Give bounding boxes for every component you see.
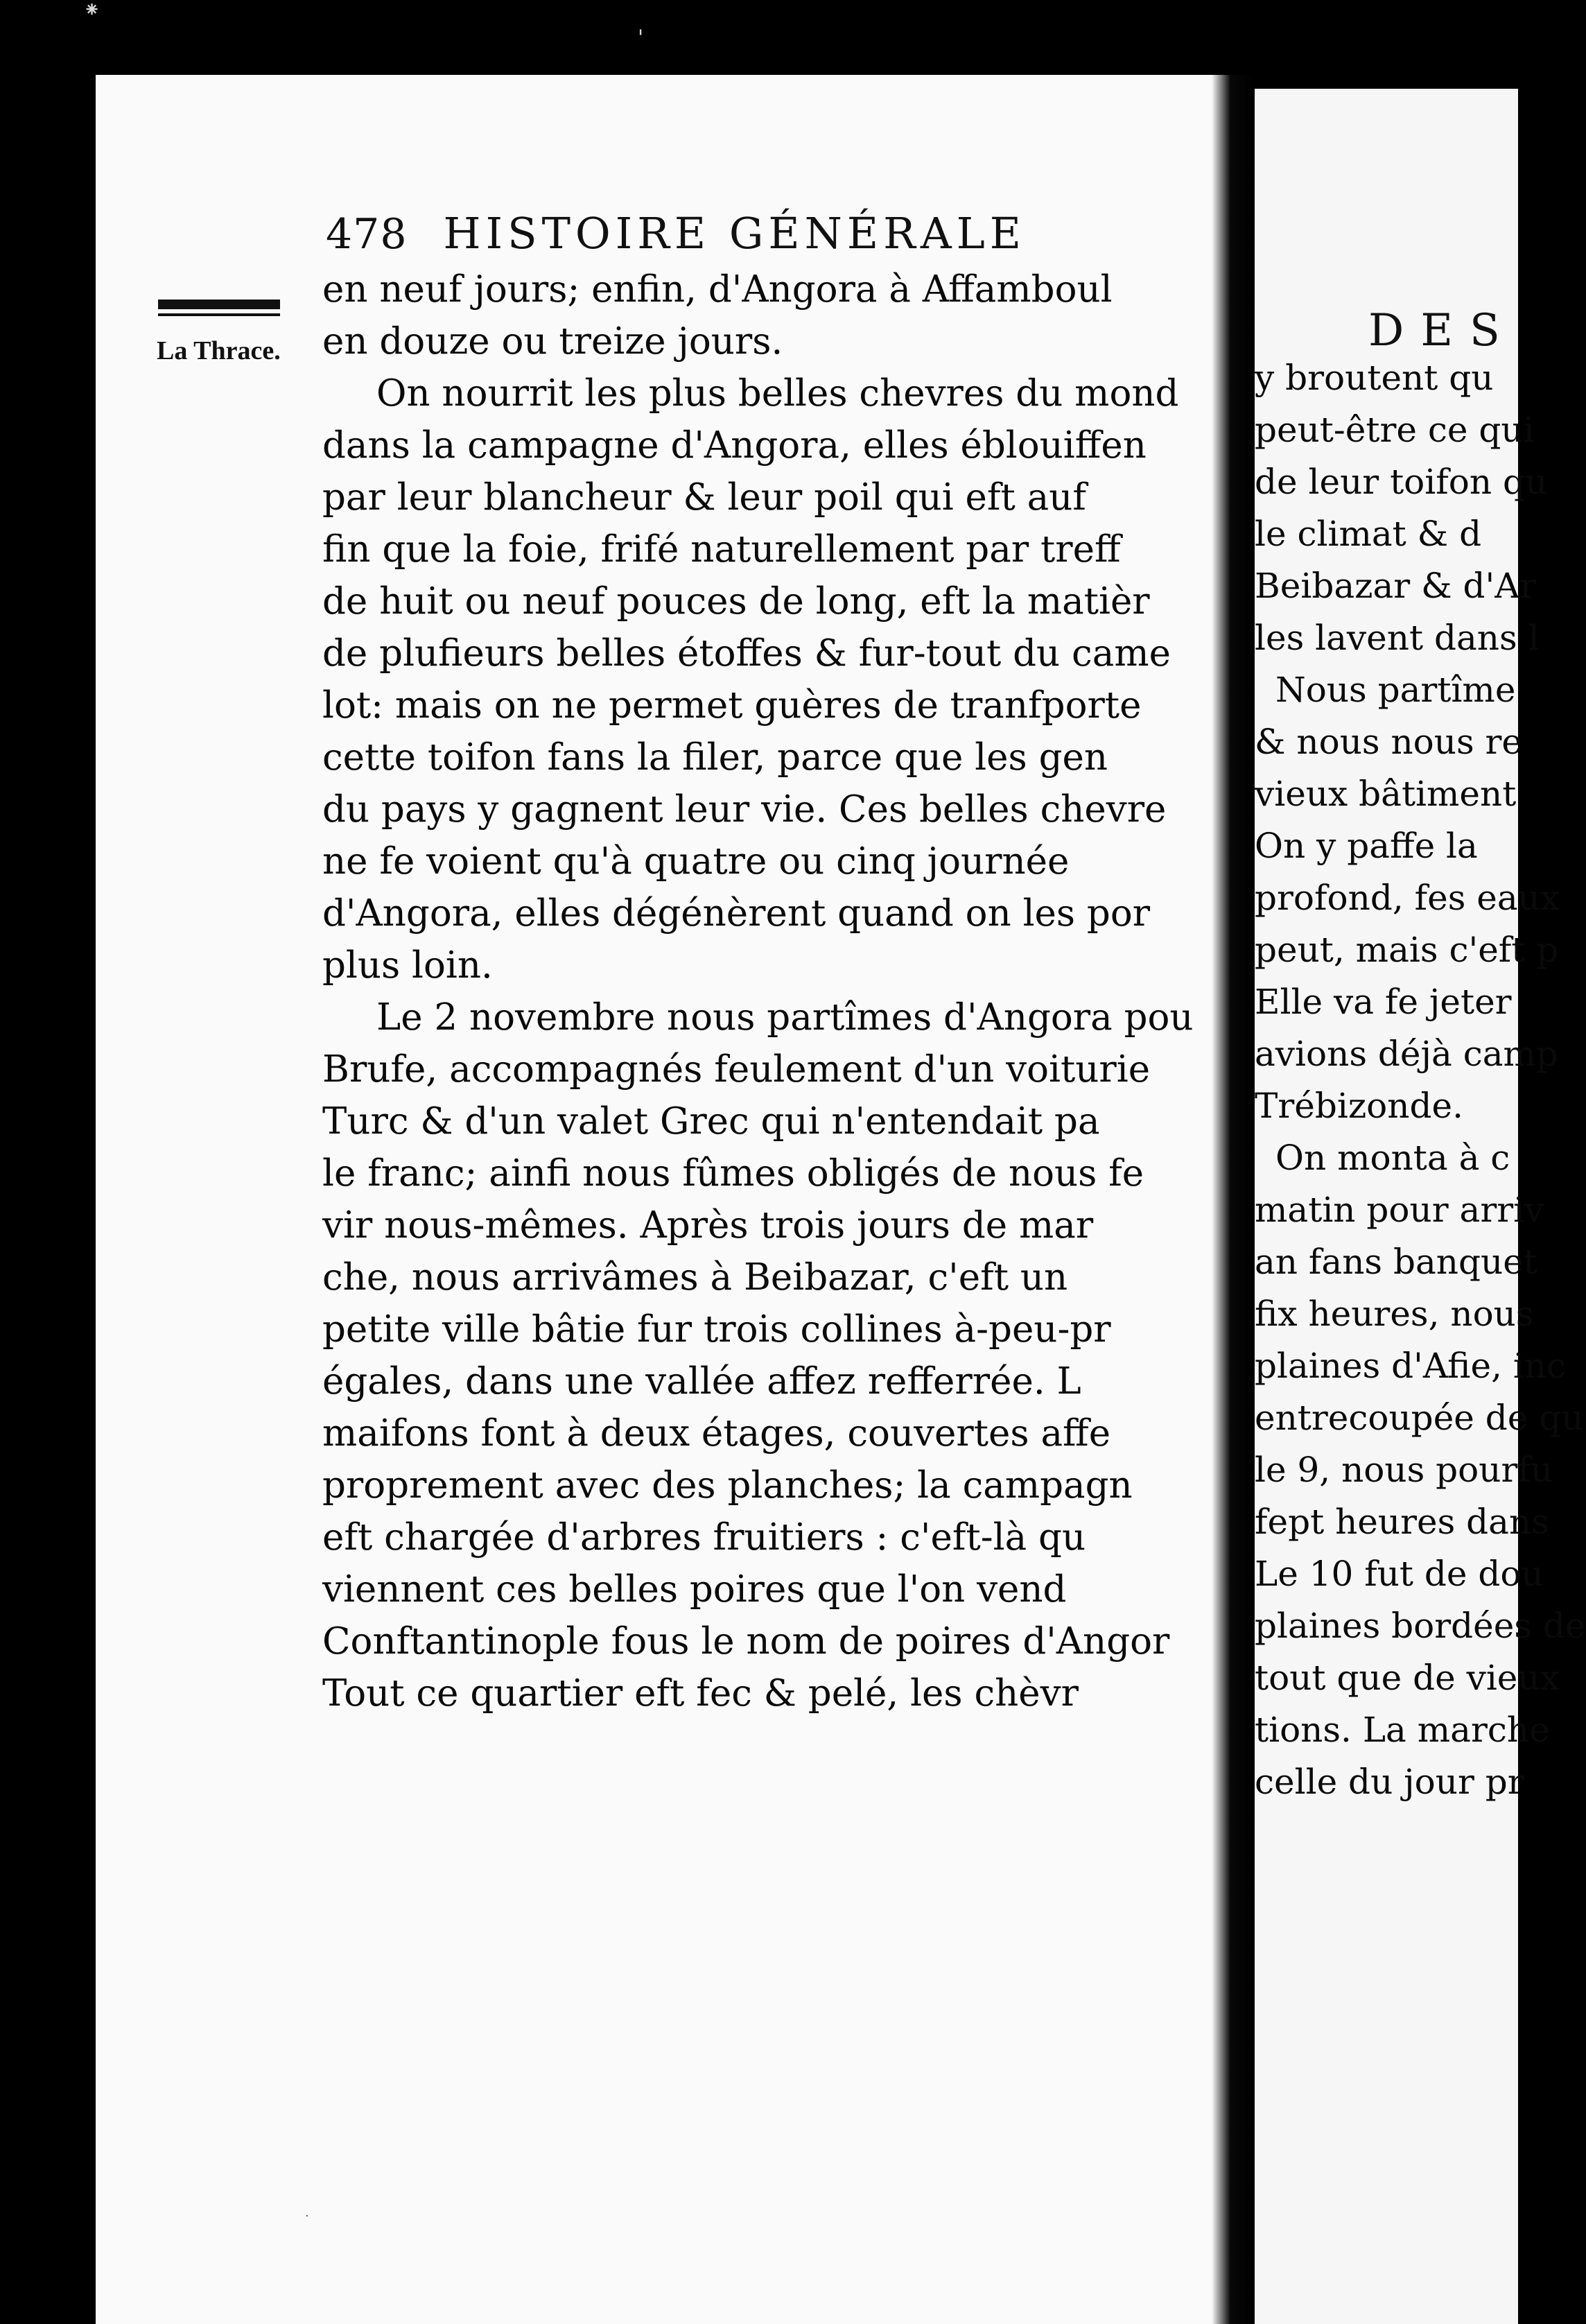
text-line: par leur blancheur & leur poil qui eft auf bbox=[322, 476, 1087, 519]
text-line: On y paffe la bbox=[1255, 826, 1478, 866]
page-foot-mark: · bbox=[305, 2209, 309, 2223]
text-line: les lavent dans l bbox=[1255, 618, 1540, 658]
text-line: vir nous-mêmes. Après trois jours de mar bbox=[322, 1204, 1094, 1247]
text-line: Trébizonde. bbox=[1255, 1086, 1463, 1126]
text-line: profond, fes eaux bbox=[1255, 878, 1560, 918]
text-line: petite ville bâtie fur trois collines à-peu-pr bbox=[322, 1308, 1111, 1351]
text-line: & nous nous re bbox=[1255, 722, 1523, 762]
left-text-column bbox=[322, 263, 1217, 1719]
margin-note: La Thrace. bbox=[157, 336, 281, 365]
margin-rule bbox=[158, 300, 280, 309]
text-line: viennent ces belles poires que l'on vend bbox=[322, 1568, 1067, 1611]
text-line: entrecoupée de qu bbox=[1255, 1398, 1584, 1438]
text-line: plaines d'Afie, inc bbox=[1255, 1346, 1567, 1386]
text-line: peut, mais c'eft p bbox=[1255, 930, 1559, 970]
text-line: du pays y gagnent leur vie. Ces belles chevre bbox=[322, 788, 1167, 831]
text-line: en neuf jours; enfin, d'Angora à Affamboul bbox=[322, 268, 1113, 311]
text-line: Le 2 novembre nous partîmes d'Angora pou bbox=[376, 996, 1194, 1039]
text-line: fix heures, nous bbox=[1255, 1294, 1534, 1334]
text-line: Conftantinople fous le nom de poires d'Angor bbox=[322, 1620, 1170, 1663]
text-line: fept heures dans bbox=[1255, 1502, 1549, 1542]
text-line: tout que de vieux bbox=[1255, 1658, 1560, 1698]
text-line: de plufieurs belles étoffes & fur-tout du came bbox=[322, 632, 1171, 675]
text-line: Tout ce quartier eft fec & pelé, les chèvr bbox=[322, 1672, 1079, 1715]
text-line: Elle va fe jeter bbox=[1255, 982, 1512, 1022]
text-line: an fans banquet bbox=[1255, 1242, 1537, 1282]
text-line: dans la campagne d'Angora, elles éblouiffen bbox=[322, 424, 1147, 467]
right-text-column bbox=[1255, 352, 1586, 1808]
running-head bbox=[326, 208, 1185, 259]
text-line: che, nous arrivâmes à Beibazar, c'eft un bbox=[322, 1256, 1068, 1299]
text-line: lot: mais on ne permet guères de tranfporte bbox=[322, 684, 1142, 727]
text-line: cette toifon fans la filer, parce que les gen bbox=[322, 736, 1108, 779]
text-line: ne fe voient qu'à quatre ou cinq journée bbox=[322, 840, 1070, 883]
text-line: proprement avec des planches; la campagn bbox=[322, 1464, 1133, 1507]
text-line: le 9, nous pourfu bbox=[1255, 1450, 1553, 1490]
text-line: Turc & d'un valet Grec qui n'entendait pa bbox=[322, 1100, 1100, 1143]
scan-speck: ⁕ bbox=[83, 0, 101, 22]
text-line: de huit ou neuf pouces de long, eft la matièr bbox=[322, 580, 1150, 623]
text-line: Beibazar & d'Ar bbox=[1255, 566, 1537, 606]
text-line: matin pour arriv bbox=[1255, 1190, 1544, 1230]
text-line: de leur toifon qu bbox=[1255, 462, 1548, 502]
text-line: le franc; ainfi nous fûmes obligés de nous fe bbox=[322, 1152, 1144, 1195]
text-line: plus loin. bbox=[322, 944, 493, 987]
text-line: Nous partîme bbox=[1275, 670, 1516, 710]
text-line: y broutent qu bbox=[1255, 358, 1494, 398]
text-line: maifons font à deux étages, couvertes affe bbox=[322, 1412, 1111, 1455]
text-line: d'Angora, elles dégénèrent quand on les por bbox=[322, 892, 1151, 935]
text-line: avions déjà camp bbox=[1255, 1034, 1558, 1074]
text-line: Brufe, accompagnés feulement d'un voiturie bbox=[322, 1048, 1151, 1091]
text-line: égales, dans une vallée affez refferrée. L bbox=[322, 1360, 1081, 1403]
running-title: HISTOIRE GÉNÉRALE bbox=[443, 208, 1027, 259]
page-number: 478 bbox=[326, 210, 408, 259]
text-line: plaines bordées de bbox=[1255, 1606, 1586, 1646]
text-line: le climat & d bbox=[1255, 514, 1482, 554]
scan-speck: ' bbox=[638, 26, 644, 50]
text-line: fin que la foie, frifé naturellement par treff bbox=[322, 528, 1121, 571]
page-gutter bbox=[1212, 75, 1253, 2324]
text-line: On monta à c bbox=[1275, 1138, 1510, 1178]
text-line: vieux bâtiment bbox=[1255, 774, 1517, 814]
text-line: On nourrit les plus belles chevres du mond bbox=[376, 372, 1179, 415]
right-running-title: DES bbox=[1368, 305, 1517, 356]
text-line: tions. La marche bbox=[1255, 1710, 1550, 1750]
text-line: eft chargée d'arbres fruitiers : c'eft-là qu bbox=[322, 1516, 1086, 1559]
text-line: Le 10 fut de dou bbox=[1255, 1554, 1544, 1594]
text-line: peut-être ce qui bbox=[1255, 410, 1535, 450]
right-page bbox=[1255, 89, 1586, 2324]
text-line: celle du jour pr bbox=[1255, 1762, 1524, 1802]
text-line: en douze ou treize jours. bbox=[322, 320, 783, 363]
